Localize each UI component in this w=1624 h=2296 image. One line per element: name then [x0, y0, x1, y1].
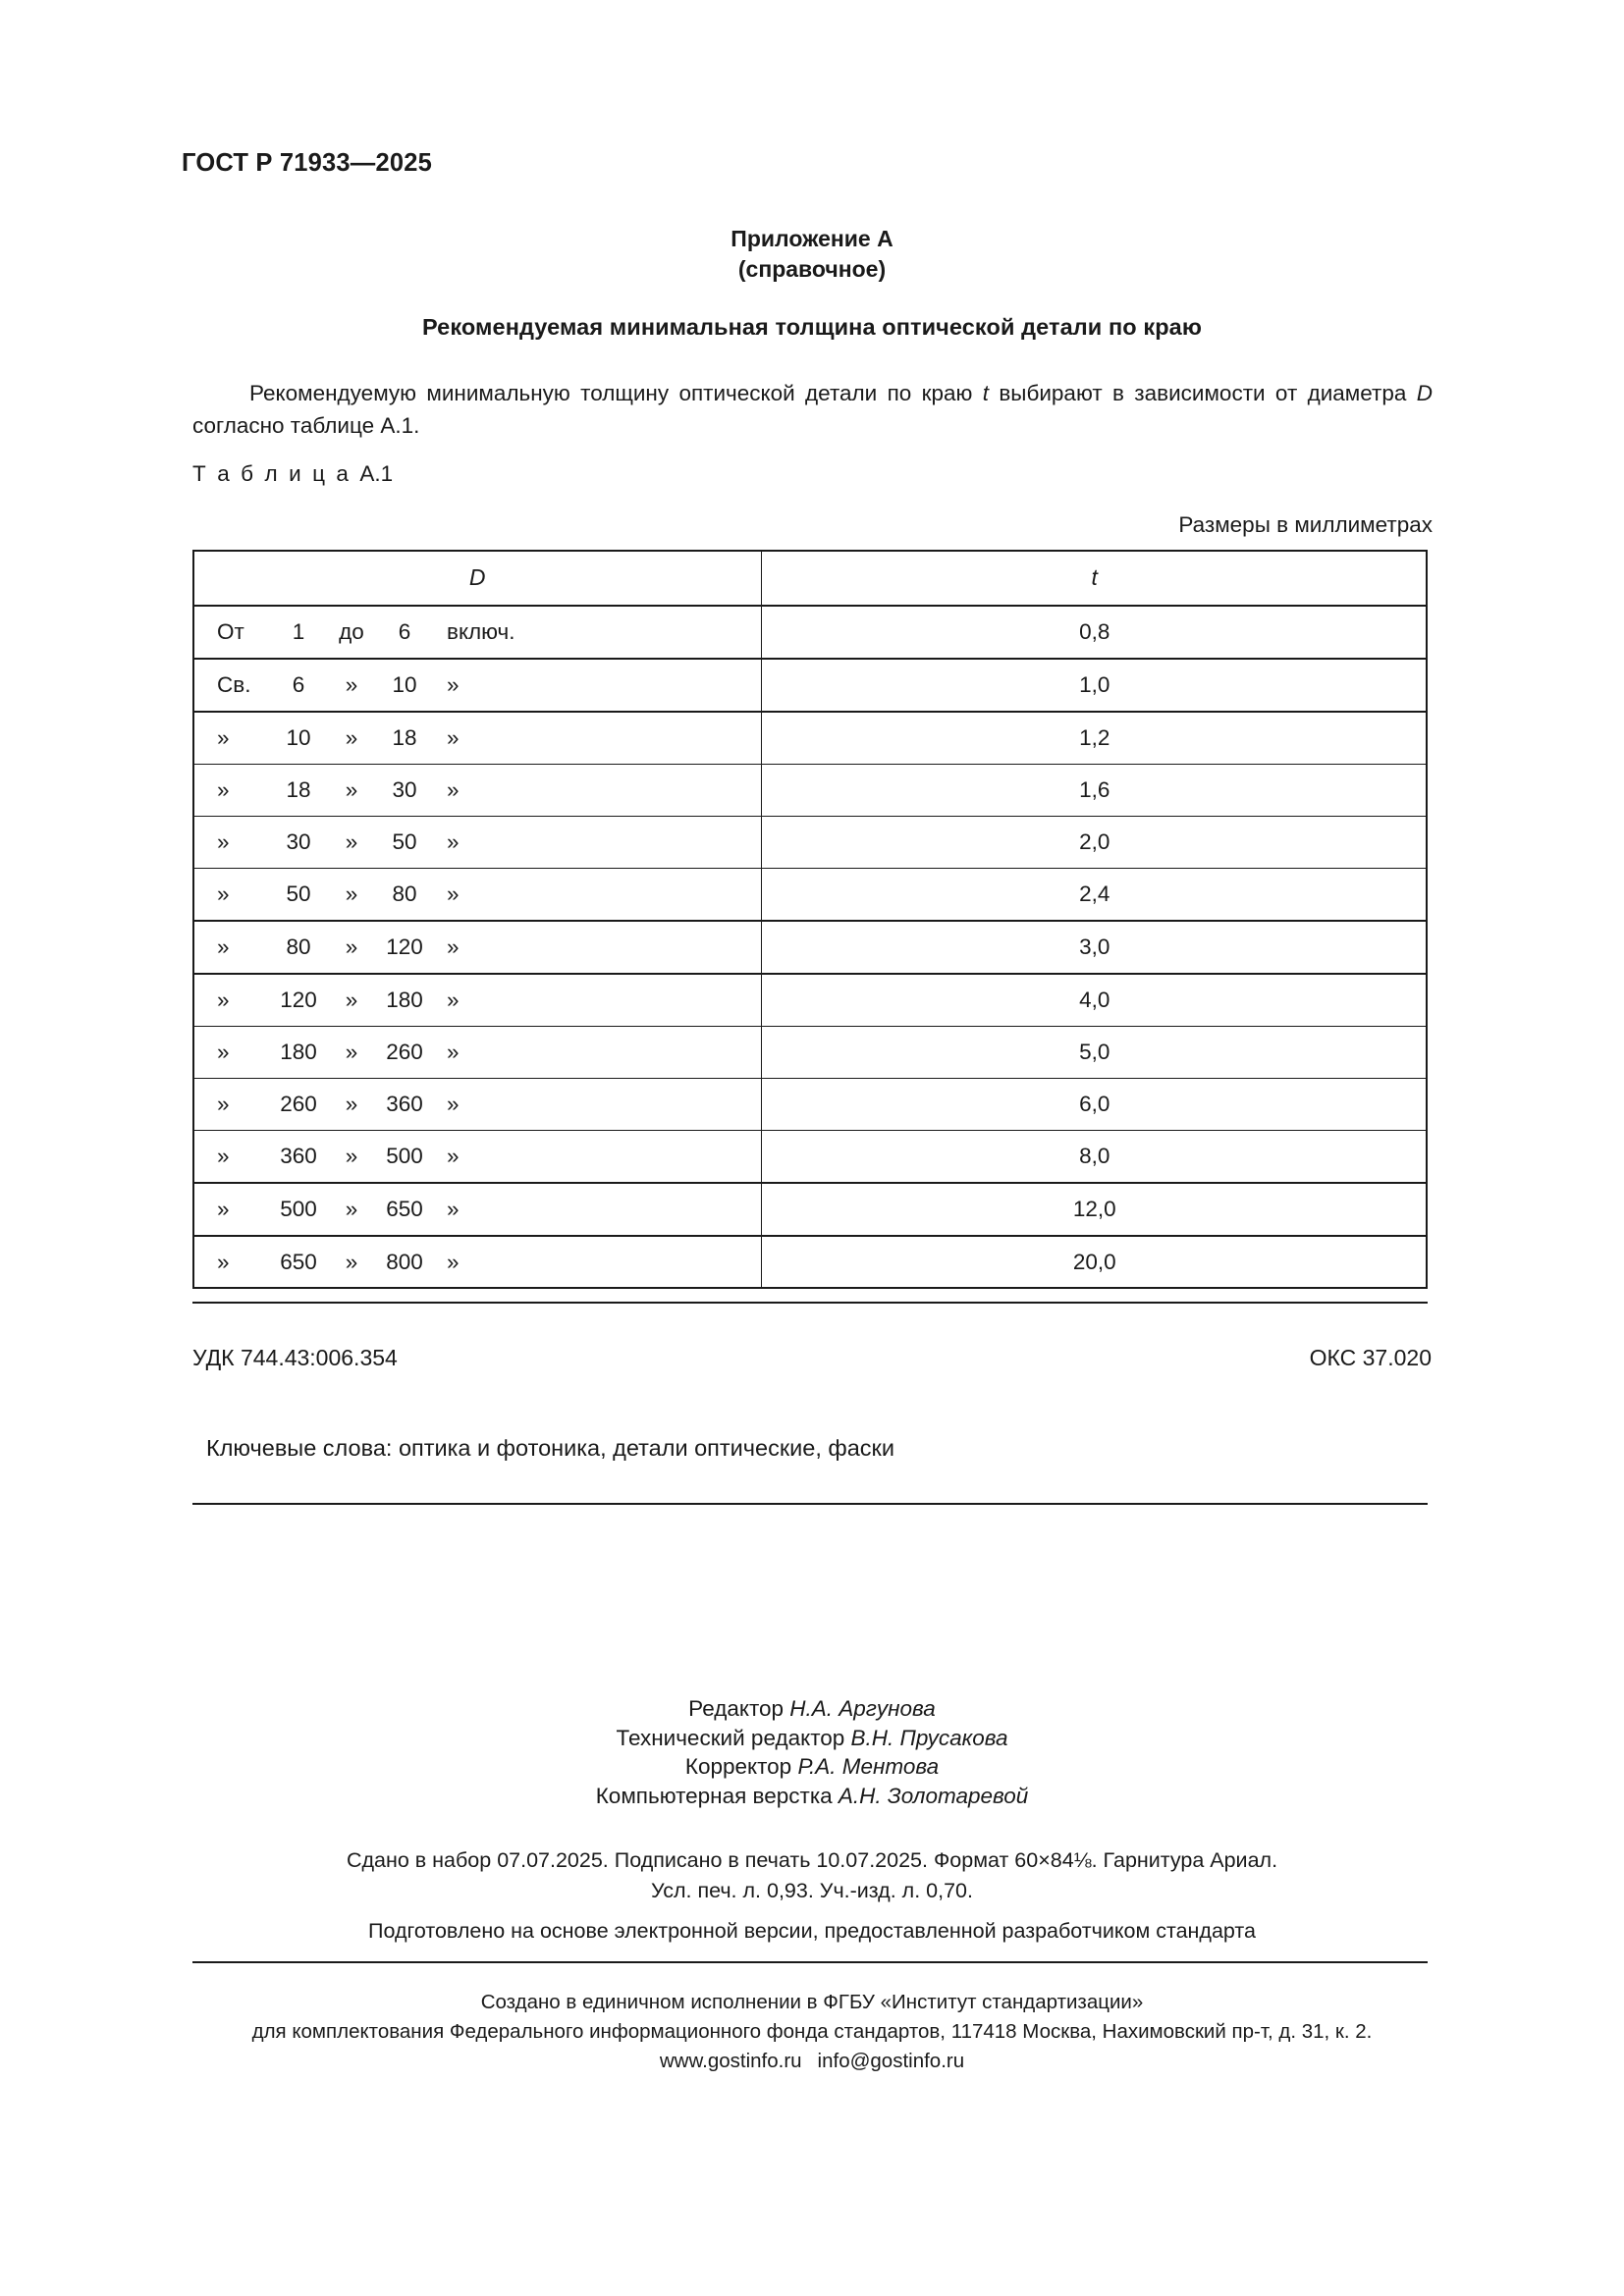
cell-diameter-range — [193, 817, 762, 869]
range-to: 500 — [386, 1144, 423, 1168]
cell-thickness: 6,0 — [762, 1079, 1428, 1131]
email-text: info@gostinfo.ru — [817, 2050, 965, 2072]
range-prefix: » — [217, 1197, 230, 1221]
range-suffix: » — [447, 988, 460, 1012]
intro-text-part1: Рекомендуемую минимальную толщину оптической детали по краю — [249, 381, 983, 405]
credit-line — [0, 1782, 1624, 1811]
imprint-line2: для комплектования Федерального информационного фонда стандартов, 117418 Москва, Нахимовский пр-т, д. 31, к. 2. — [251, 2020, 1373, 2043]
cell-diameter-range — [193, 712, 762, 765]
cell-thickness: 1,2 — [762, 712, 1428, 765]
range-mid: » — [345, 1040, 358, 1064]
cell-diameter-range — [193, 606, 762, 659]
range-to: 120 — [386, 934, 423, 959]
appendix-kind: (справочное) — [737, 256, 887, 282]
cell-thickness: 5,0 — [762, 1027, 1428, 1079]
print-info — [0, 1845, 1624, 1906]
symbol-t: t — [982, 381, 989, 405]
print-info-line1: Сдано в набор 07.07.2025. Подписано в печать 10.07.2025. Формат 60×84⅛. Гарнитура Ариал. — [346, 1848, 1278, 1872]
keywords-line: Ключевые слова: оптика и фотоника, детали оптические, фаски — [206, 1435, 894, 1461]
range-mid: » — [345, 725, 358, 750]
imprint-block — [0, 1988, 1624, 2076]
range-mid: » — [345, 672, 358, 697]
range-from: 80 — [286, 934, 311, 959]
cell-diameter-range — [193, 869, 762, 922]
range-to: 800 — [386, 1250, 423, 1274]
range-prefix: » — [217, 881, 230, 906]
cell-diameter-range — [193, 1027, 762, 1079]
range-mid: » — [345, 934, 358, 959]
intro-paragraph — [192, 377, 1433, 442]
table-row — [193, 1079, 1428, 1131]
udk-code: УДК 744.43:006.354 — [192, 1345, 398, 1370]
credit-role: Компьютерная верстка — [595, 1783, 839, 1808]
symbol-d: D — [1416, 381, 1433, 405]
divider-above-codes — [192, 1302, 1428, 1304]
range-from: 120 — [280, 988, 317, 1012]
range-suffix: » — [447, 881, 460, 906]
cell-diameter-range — [193, 659, 762, 712]
cell-diameter-range — [193, 921, 762, 974]
range-suffix: » — [447, 672, 460, 697]
table-number: А.1 — [359, 461, 394, 486]
cell-diameter-range — [193, 1236, 762, 1289]
range-prefix: От — [217, 619, 244, 644]
credit-line — [0, 1724, 1624, 1753]
divider-below-keywords — [192, 1503, 1428, 1505]
range-prefix: » — [217, 1144, 230, 1168]
range-to: 30 — [392, 777, 417, 802]
range-prefix: » — [217, 988, 230, 1012]
table-caption-label: Т а б л и ц а — [192, 461, 352, 486]
range-suffix: » — [447, 934, 460, 959]
range-from: 1 — [292, 619, 305, 644]
table-row — [193, 1183, 1428, 1236]
range-suffix: » — [447, 1197, 460, 1221]
cell-diameter-range — [193, 974, 762, 1027]
range-to: 260 — [386, 1040, 423, 1064]
cell-diameter-range — [193, 1131, 762, 1184]
range-mid: » — [345, 1144, 358, 1168]
cell-thickness: 2,4 — [762, 869, 1428, 922]
range-suffix: » — [447, 829, 460, 854]
range-mid: » — [345, 1250, 358, 1274]
divider-above-imprint — [192, 1961, 1428, 1963]
cell-thickness: 2,0 — [762, 817, 1428, 869]
cell-thickness: 1,0 — [762, 659, 1428, 712]
range-to: 180 — [386, 988, 423, 1012]
range-prefix: Св. — [217, 672, 251, 697]
table-row — [193, 1027, 1428, 1079]
range-from: 10 — [286, 725, 311, 750]
table-header-row — [193, 551, 1428, 607]
range-mid: » — [345, 1092, 358, 1116]
credit-role: Редактор — [688, 1696, 790, 1721]
range-prefix: » — [217, 829, 230, 854]
credit-name: В.Н. Прусакова — [850, 1725, 1008, 1750]
range-prefix: » — [217, 777, 230, 802]
credit-name: Н.А. Аргунова — [789, 1696, 936, 1721]
range-from: 360 — [280, 1144, 317, 1168]
range-from: 6 — [292, 672, 305, 697]
range-from: 500 — [280, 1197, 317, 1221]
table-row — [193, 921, 1428, 974]
table-row — [193, 765, 1428, 817]
range-suffix: » — [447, 1092, 460, 1116]
range-suffix: » — [447, 1040, 460, 1064]
table-row — [193, 974, 1428, 1027]
cell-thickness: 0,8 — [762, 606, 1428, 659]
range-suffix: » — [447, 1250, 460, 1274]
range-to: 50 — [392, 829, 417, 854]
range-from: 180 — [280, 1040, 317, 1064]
table-caption — [192, 461, 393, 487]
print-info-line2: Усл. печ. л. 0,93. Уч.-изд. л. 0,70. — [651, 1879, 973, 1902]
range-from: 650 — [280, 1250, 317, 1274]
units-note: Размеры в миллиметрах — [1178, 512, 1433, 537]
credit-line — [0, 1752, 1624, 1782]
cell-diameter-range — [193, 1079, 762, 1131]
range-to: 6 — [398, 619, 411, 644]
oks-code: ОКС 37.020 — [1309, 1345, 1432, 1370]
range-to: 650 — [386, 1197, 423, 1221]
range-suffix: » — [447, 777, 460, 802]
cell-thickness: 8,0 — [762, 1131, 1428, 1184]
table-row — [193, 1131, 1428, 1184]
range-to: 360 — [386, 1092, 423, 1116]
range-prefix: » — [217, 1040, 230, 1064]
credit-role: Технический редактор — [616, 1725, 851, 1750]
table-row — [193, 817, 1428, 869]
table-row — [193, 606, 1428, 659]
prepared-note: Подготовлено на основе электронной версии, предоставленной разработчиком стандарта — [368, 1919, 1256, 1943]
range-to: 18 — [392, 725, 417, 750]
range-prefix: » — [217, 1092, 230, 1116]
range-suffix: включ. — [447, 619, 515, 644]
cell-thickness: 12,0 — [762, 1183, 1428, 1236]
cell-diameter-range — [193, 1183, 762, 1236]
table-row — [193, 659, 1428, 712]
range-from: 260 — [280, 1092, 317, 1116]
table-row — [193, 1236, 1428, 1289]
appendix-label: Приложение А — [731, 226, 893, 251]
range-to: 10 — [392, 672, 417, 697]
column-header-t: t — [762, 551, 1428, 607]
credit-line — [0, 1694, 1624, 1724]
thickness-table — [192, 550, 1428, 1289]
imprint-contacts — [0, 2047, 1624, 2076]
credit-name: Р.А. Ментова — [797, 1754, 940, 1779]
table-row — [193, 712, 1428, 765]
credits-block — [0, 1694, 1624, 1810]
range-mid: » — [345, 1197, 358, 1221]
range-mid: » — [345, 829, 358, 854]
website-text: www.gostinfo.ru — [659, 2050, 802, 2072]
range-mid: до — [339, 619, 364, 644]
intro-text-part2: выбирают в зависимости от диаметра — [988, 381, 1417, 405]
range-from: 18 — [286, 777, 311, 802]
range-to: 80 — [392, 881, 417, 906]
credit-name: А.Н. Золотаревой — [838, 1783, 1029, 1808]
table-row — [193, 869, 1428, 922]
cell-thickness: 20,0 — [762, 1236, 1428, 1289]
range-from: 50 — [286, 881, 311, 906]
cell-diameter-range — [193, 765, 762, 817]
range-prefix: » — [217, 1250, 230, 1274]
range-mid: » — [345, 777, 358, 802]
column-header-d: D — [193, 551, 762, 607]
intro-text-part3: согласно таблице А.1. — [192, 413, 420, 438]
cell-thickness: 1,6 — [762, 765, 1428, 817]
imprint-line1: Создано в единичном исполнении в ФГБУ «Институт стандартизации» — [480, 1991, 1144, 2013]
range-suffix: » — [447, 1144, 460, 1168]
range-prefix: » — [217, 934, 230, 959]
range-from: 30 — [286, 829, 311, 854]
range-mid: » — [345, 881, 358, 906]
page-title: Рекомендуемая минимальная толщина оптической детали по краю — [421, 314, 1203, 340]
running-head: ГОСТ Р 71933—2025 — [182, 149, 433, 177]
appendix-heading — [0, 224, 1624, 285]
cell-thickness: 3,0 — [762, 921, 1428, 974]
range-prefix: » — [217, 725, 230, 750]
credit-role: Корректор — [684, 1754, 798, 1779]
cell-thickness: 4,0 — [762, 974, 1428, 1027]
range-suffix: » — [447, 725, 460, 750]
range-mid: » — [345, 988, 358, 1012]
